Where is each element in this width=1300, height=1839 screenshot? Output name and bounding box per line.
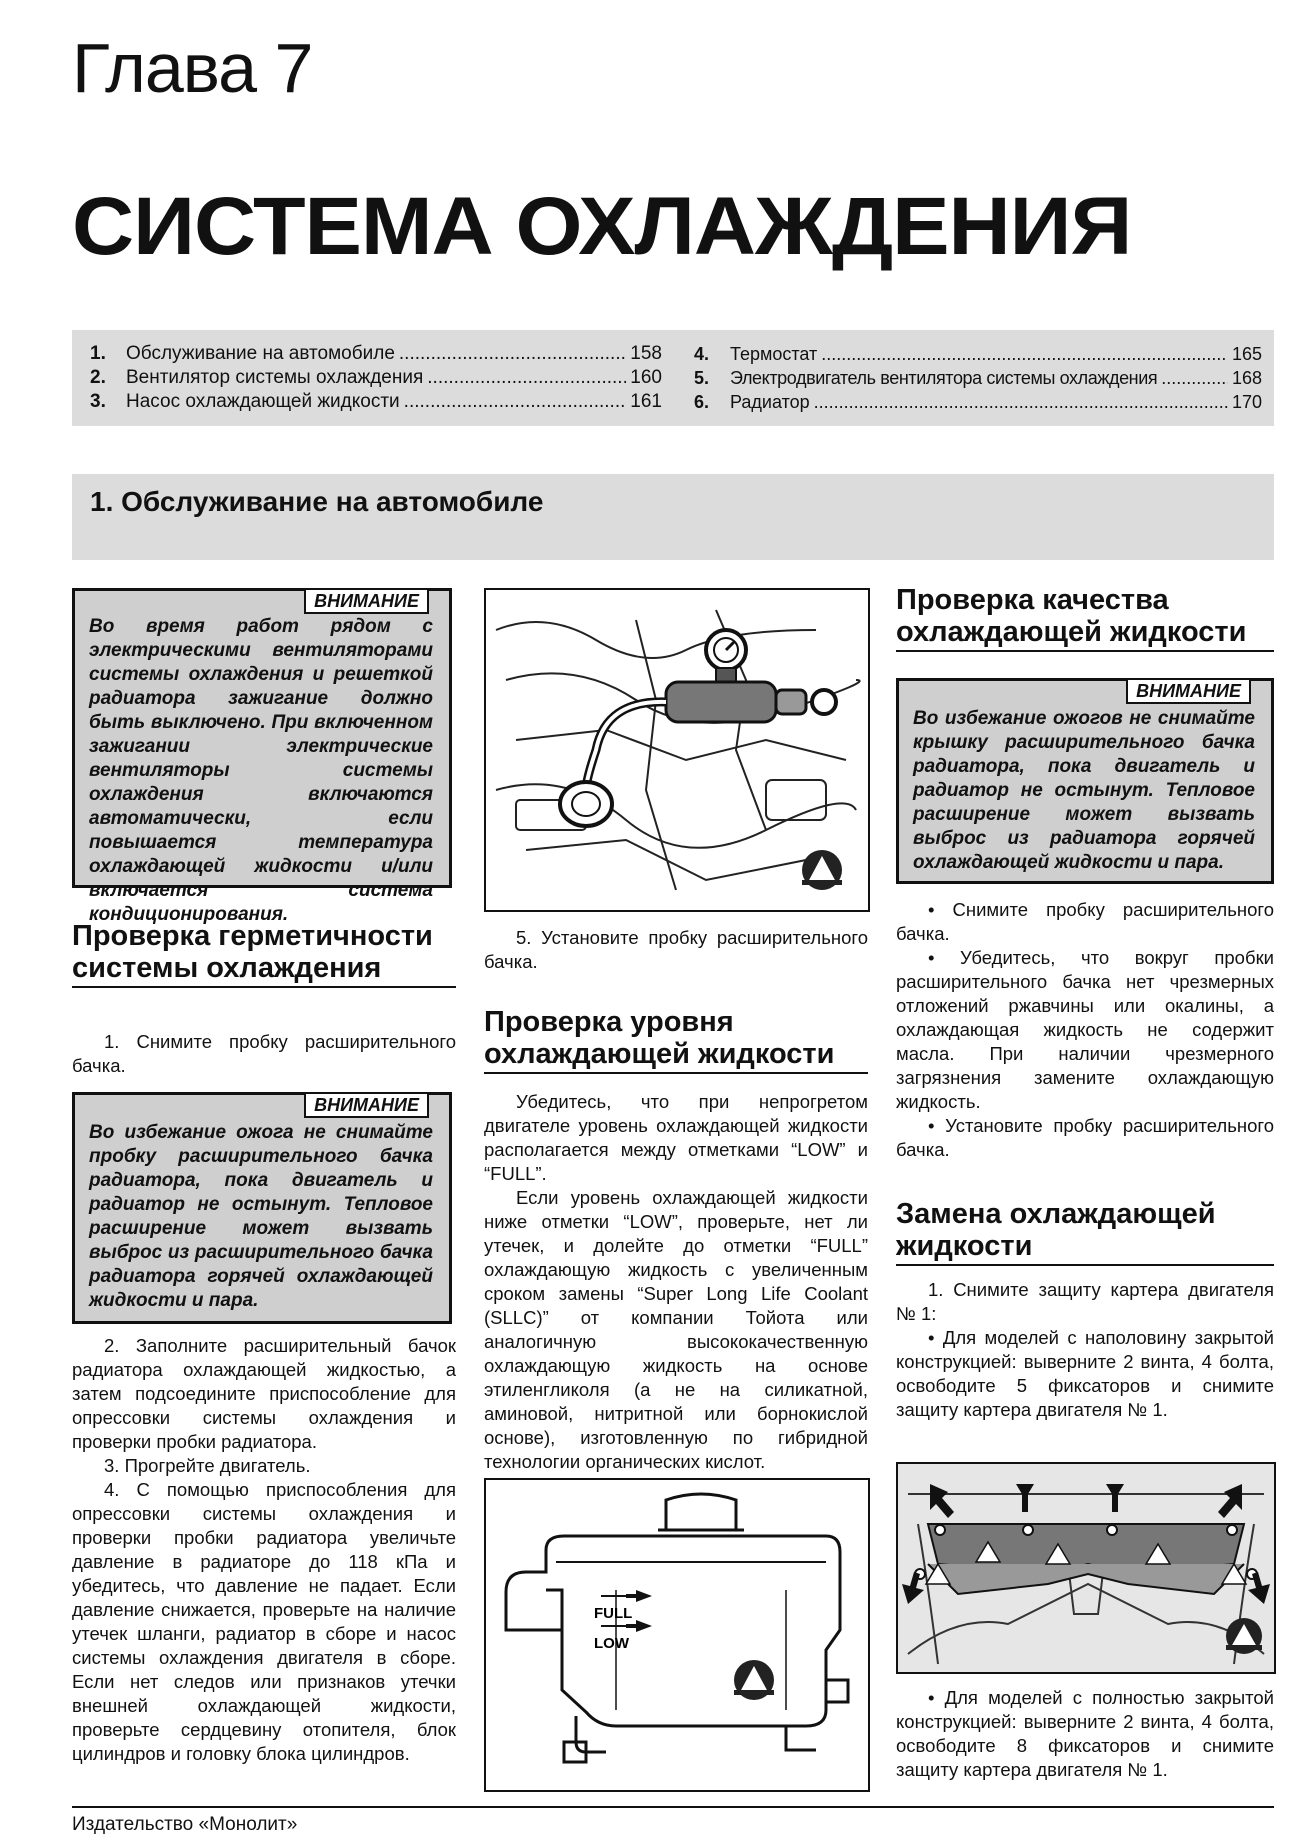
leak-step-1 xyxy=(72,1030,456,1078)
toc-item[interactable] xyxy=(90,390,662,414)
toc-num: 3. xyxy=(90,391,106,412)
level-text xyxy=(484,1090,868,1474)
heading-quality-check xyxy=(896,584,1274,652)
paragraph: 5. Установите пробку расширительного бачка. xyxy=(484,927,868,972)
toc-label: Термостат xyxy=(730,344,818,364)
figure-pressure-tester xyxy=(484,588,870,912)
paragraph: • Для моделей с полностью закрытой конструкцией: выверните 2 винта, 4 болта, освободите 8 фиксаторов и снимите защиту картера двигателя № 1. xyxy=(896,1687,1274,1780)
section-header xyxy=(72,474,1274,560)
expansion-tank-illustration xyxy=(486,1480,868,1790)
toc-label: Насос охлаждающей жидкости xyxy=(126,391,400,412)
list-item: • Убедитесь, что вокруг пробки расширительного бачка нет чрезмерных отложений ржавчины или окалины, а охлаждающая жидкость не содержит масла. При наличии чрезмерного загрязнения замените охлаждающую жидкость. xyxy=(896,947,1274,1112)
list-item: • Установите пробку расширительного бачка. xyxy=(896,1115,1274,1160)
toc-num: 4. xyxy=(694,344,710,364)
chapter-title: СИСТЕМА ОХЛАЖДЕНИЯ xyxy=(72,181,1132,272)
paragraph: Если уровень охлаждающей жидкости ниже отметки “LOW”, проверьте, нет ли утечек, и долейте до отметки “FULL” охлаждающую жидкость с увеличенным сроком замены “Super Long Life Coolant (SLLC)” от компании Тойота или аналогичную высококачественную охлаждающую жидкость на основе этиленгликоля (а не на силикатной, аминовой, нитритной или борнокислой основе), изготовленную по гибридной технологии органических кислот. xyxy=(484,1187,868,1472)
heading-replace xyxy=(896,1198,1274,1266)
tank-full-label: FULL xyxy=(594,1605,633,1622)
toc-item[interactable] xyxy=(694,366,1262,390)
pressure-tester-illustration xyxy=(486,590,868,910)
paragraph: 3. Прогрейте двигатель. xyxy=(104,1455,311,1476)
toc-page: 161 xyxy=(630,391,662,412)
heading-text: Проверка герметичности системы охлаждения xyxy=(72,920,433,984)
toc-num: 6. xyxy=(694,392,710,412)
toc-page: 158 xyxy=(630,343,662,364)
figure-engine-guard xyxy=(896,1462,1276,1674)
engine-guard-illustration xyxy=(898,1464,1274,1672)
toc-page: 160 xyxy=(630,367,662,388)
warning-box xyxy=(72,1092,452,1324)
paragraph: 2. Заполните расширительный бачок радиатора охлаждающей жидкостью, а затем подсоедините приспособление для опрессовки системы охлаждения и проверки пробки радиатора. xyxy=(72,1335,456,1452)
toc-right-column xyxy=(694,342,1262,414)
section-title: 1. Обслуживание на автомобиле xyxy=(90,486,544,517)
footer-rule xyxy=(72,1806,1274,1808)
publisher-footer: Издательство «Монолит» xyxy=(72,1814,298,1835)
toc-item[interactable] xyxy=(694,390,1262,414)
chapter-label: Глава 7 xyxy=(72,29,313,107)
paragraph: 1. Снимите пробку расширительного бачка. xyxy=(72,1031,456,1076)
toc-label: Радиатор xyxy=(730,392,810,412)
heading-text: Замена охлаждающей жидкости xyxy=(896,1198,1216,1262)
replace-text-2 xyxy=(896,1686,1274,1782)
toc-num: 1. xyxy=(90,343,106,364)
warning-badge: ВНИМАНИЕ xyxy=(304,588,429,614)
heading-leak-check xyxy=(72,920,456,988)
toc-page: 168 xyxy=(1231,368,1262,388)
warning-box xyxy=(896,678,1274,884)
toc-label: Вентилятор системы охлаждения xyxy=(126,367,424,388)
warning-box xyxy=(72,588,452,925)
heading-level-check xyxy=(484,1006,868,1074)
warning-text: Во избежание ожога не снимайте пробку расширительного бачка радиатора, пока двигатель и радиатор не остынут. Тепловое расширение может вызвать выброс из расширительного бачка радиатора горячей охлаждающей жидкости и пара. xyxy=(89,1122,433,1311)
toc-item[interactable] xyxy=(90,366,662,390)
warning-badge: ВНИМАНИЕ xyxy=(304,1092,429,1118)
warning-text: Во избежание ожогов не снимайте крышку расширительного бачка радиатора, пока двигатель и радиатор не остынут. Тепловое расширение может вызвать выброс из радиатора горячей охлаждающей жидкости и пара. xyxy=(913,708,1255,873)
quality-list xyxy=(896,898,1274,1162)
paragraph: Убедитесь, что при непрогретом двигателе уровень охлаждающей жидкости располагается между отметками “LOW” и “FULL”. xyxy=(484,1091,868,1184)
toc-label: Электродвигатель вентилятора системы охлаждения xyxy=(730,368,1158,388)
leak-steps xyxy=(72,1334,456,1766)
list-item: • Снимите пробку расширительного бачка. xyxy=(896,899,1274,944)
toc-page: 170 xyxy=(1231,392,1262,412)
step-5 xyxy=(484,926,868,974)
toc-label: Обслуживание на автомобиле xyxy=(126,343,395,364)
table-of-contents xyxy=(72,330,1274,426)
paragraph: 4. С помощью приспособления для опрессовки системы охлаждения и проверки пробки радиатора увеличьте давление в радиаторе до 118 кПа и убедитесь, что давление не падает. Если давление снижается, проверьте на наличие утечек шланги, радиатор в сборе и насос системы охлаждения двигателя в сборе. Если нет следов или признаков утечки внешней охлаждающей жидкости, проверьте сердцевину отопителя, блок цилиндров и головку блока цилиндров. xyxy=(72,1479,456,1764)
figure-expansion-tank xyxy=(484,1478,870,1792)
paragraph: 1. Снимите защиту картера двигателя № 1: xyxy=(896,1279,1274,1324)
warning-text: Во время работ рядом с электрическими вентиляторами системы охлаждения и решеткой радиатора зажигание должно быть выключено. При включенном зажигании электрические вентиляторы системы охлаждения включаются автоматически, если повышается температура охлаждающей жидкости и/или включается система кондиционирования. xyxy=(89,616,433,925)
heading-text: Проверка качества охлаждающей жидкости xyxy=(896,584,1247,648)
toc-num: 5. xyxy=(694,368,710,388)
toc-item[interactable] xyxy=(90,342,662,366)
warning-badge: ВНИМАНИЕ xyxy=(1126,678,1251,704)
toc-page: 165 xyxy=(1231,344,1262,364)
tank-low-label: LOW xyxy=(594,1635,629,1652)
toc-left-column xyxy=(90,342,662,414)
heading-text: Проверка уровня охлаждающей жидкости xyxy=(484,1006,835,1070)
paragraph: • Для моделей с наполовину закрытой конструкцией: выверните 2 винта, 4 болта, освободите 5 фиксаторов и снимите защиту картера двигателя № 1. xyxy=(896,1327,1274,1420)
toc-num: 2. xyxy=(90,367,106,388)
toc-item[interactable] xyxy=(694,342,1262,366)
replace-text xyxy=(896,1278,1274,1422)
